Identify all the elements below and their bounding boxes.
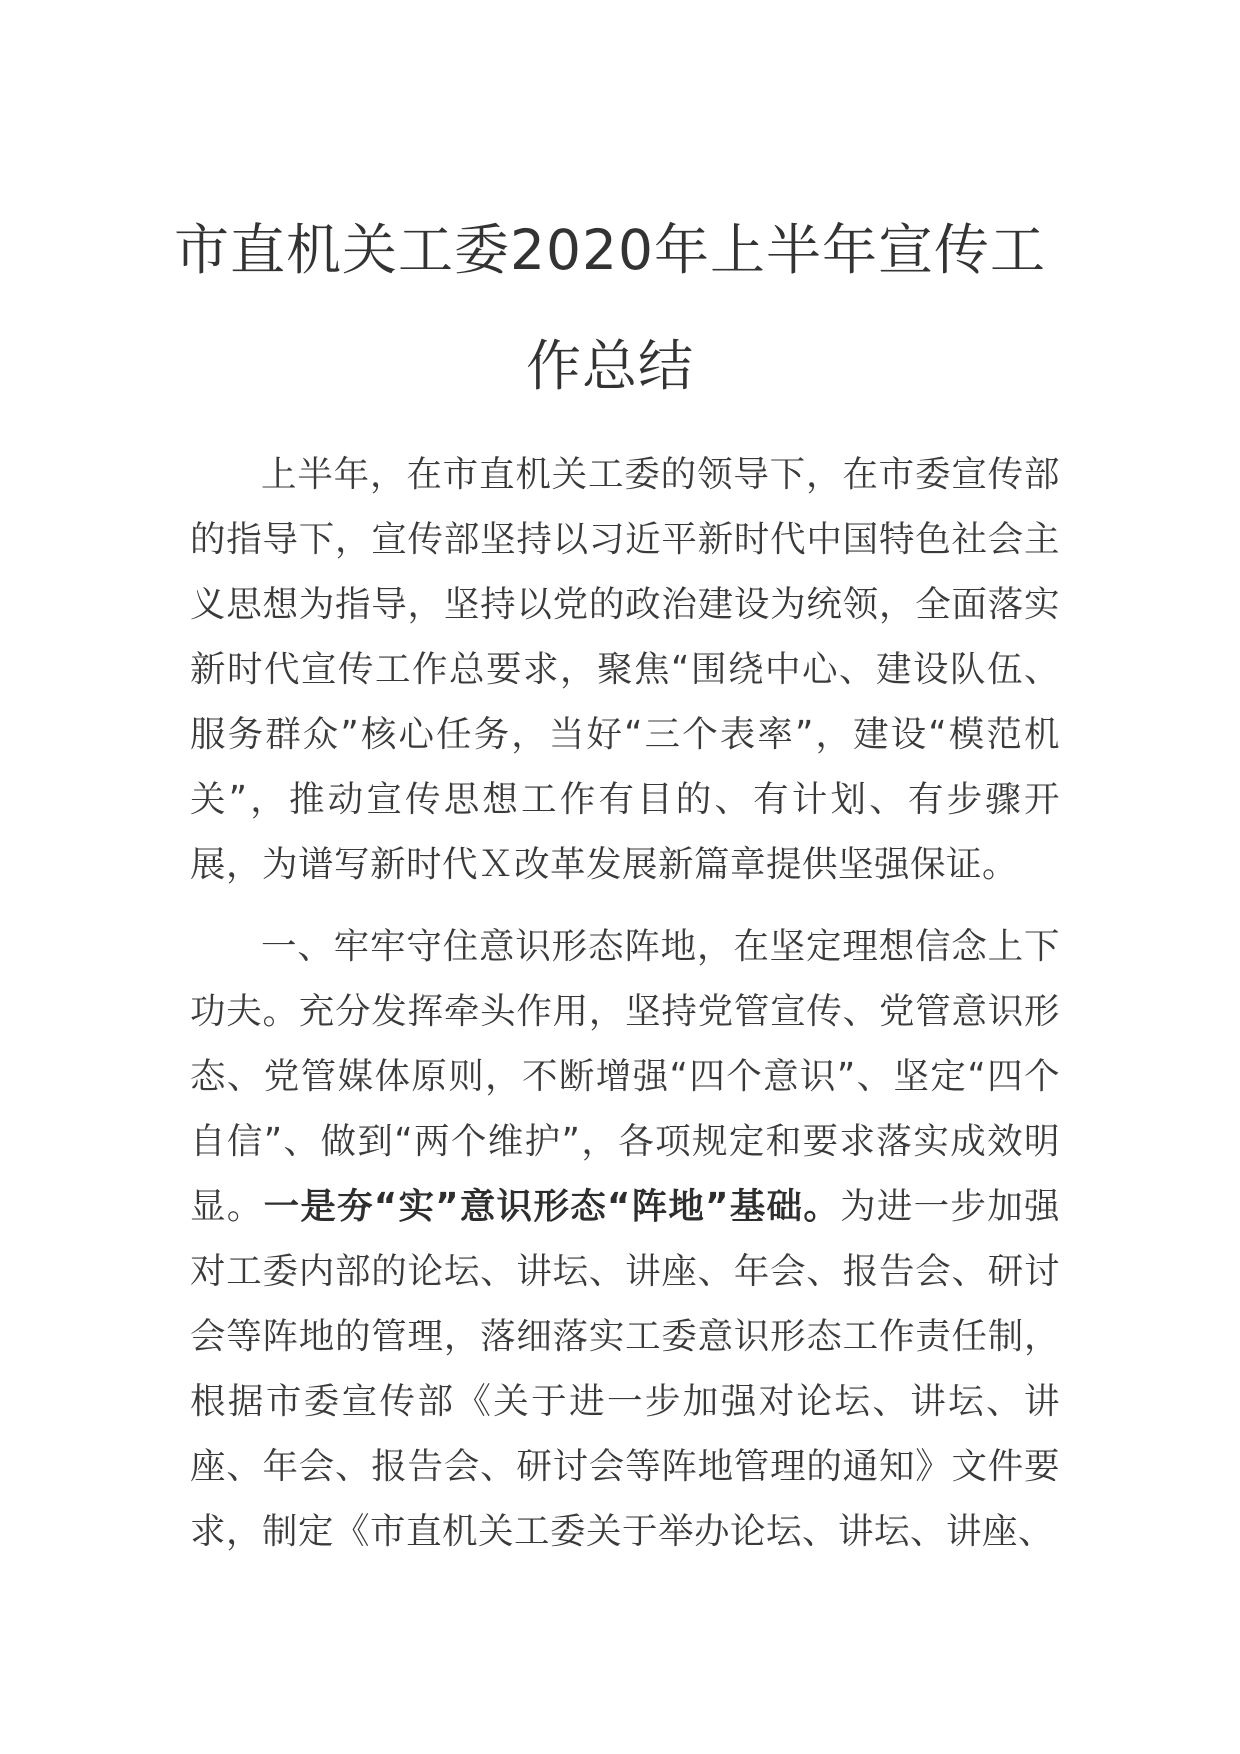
- section-one-body-text: 为进一步加强对工委内部的论坛、讲坛、讲座、年会、报告会、研讨会等阵地的管理，落细落实工委意识形态工作责任制，根据市委宣传部《关于进一步加强对论坛、讲坛、讲座、年会、报告会、研讨会等阵地管理的通知》文件要求，制定《市直机关工委关于举办论坛、讲坛、讲座、: [190, 1186, 1060, 1552]
- section-one-heading-text: 一、牢牢守住意识形态阵地，在坚定理想信念上下功夫。充分发挥牵头作用，坚持党管宣传、党管意识形态、党管媒体原则，不断增强“四个意识”、坚定“四个自信”、做到“两个维护”，各项规定和要求落实成效明显。: [190, 926, 1060, 1227]
- bold-subheading: 一是夯“实”意识形态“阵地”基础。: [263, 1186, 841, 1227]
- intro-paragraph: 上半年，在市直机关工委的领导下，在市委宣传部的指导下，宣传部坚持以习近平新时代中国特色社会主义思想为指导，坚持以党的政治建设为统领，全面落实新时代宣传工作总要求，聚焦“围绕中心、建设队伍、服务群众”核心任务，当好“三个表率”，建设“模范机关”，推动宣传思想工作有目的、有计划、有步骤开展，为谱写新时代Ｘ改革发展新篇章提供坚强保证。: [190, 454, 1060, 885]
- document-title: 市直机关工委2020年上半年宣传工作总结: [174, 218, 1046, 398]
- section-one-paragraph: [190, 914, 1060, 1564]
